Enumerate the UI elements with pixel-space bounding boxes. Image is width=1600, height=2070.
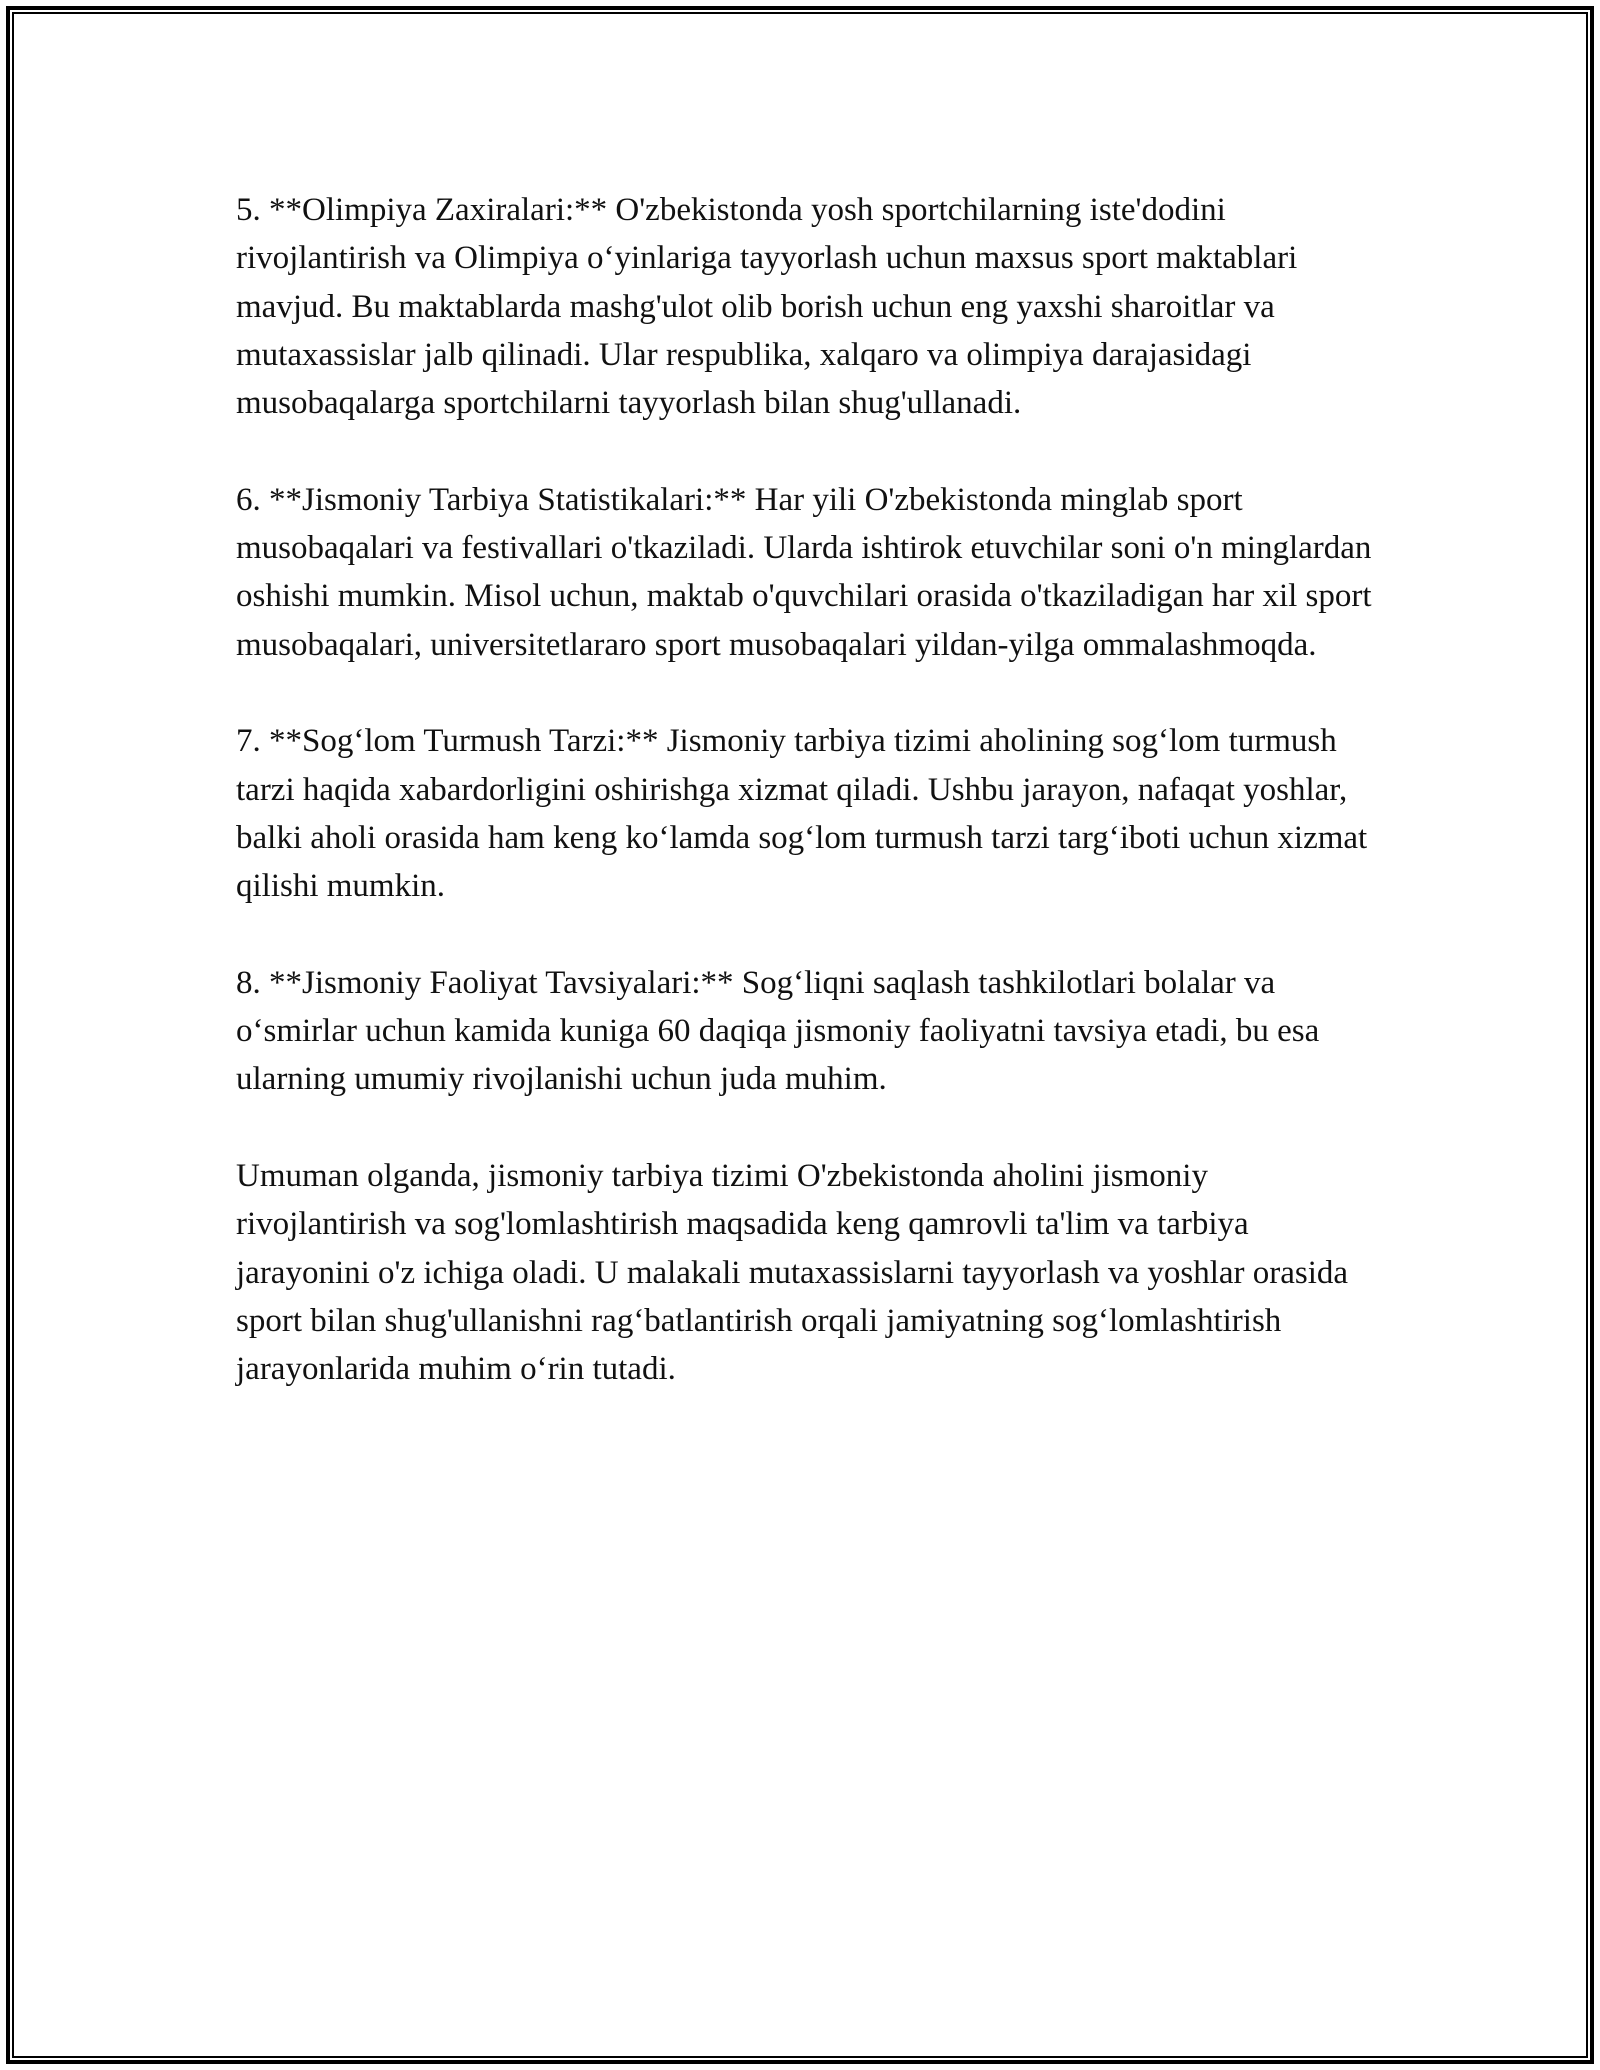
paragraph-conclusion: Umuman olganda, jismoniy tarbiya tizimi O'zbekistonda aholini jismoniy rivojlantirish va sog'lomlashtirish maqsadida keng qamrovli ta'lim va tarbiya jarayonini o'z ichiga oladi. U malakali mutaxassislarni tayyorlash va yoshlar orasida sport bilan shug'ullanishni rag‘batlantirish orqali jamiyatning sog‘lomlashtirish jarayonlarida muhim o‘rin tutadi. (236, 1157, 1349, 1388)
paragraph-jismoniy-tarbiya-statistikalari: 6. **Jismoniy Tarbiya Statistikalari:** Har yili O'zbekistonda minglab sport musobaqalari va festivallari o'tkaziladi. Ularda ishtirok etuvchilar soni o'n minglardan oshishi mumkin. Misol uchun, maktab o'quvchilari orasida o'tkaziladigan har xil sport musobaqalari, universitetlararo sport musobaqalari yildan-yilga ommalashmoqda. (236, 481, 1372, 663)
paragraph-jismoniy-faoliyat-tavsiyalari: 8. **Jismoniy Faoliyat Tavsiyalari:** Sog‘liqni saqlash tashkilotlari bolalar va o‘smirlar uchun kamida kuniga 60 daqiqa jismoniy faoliyatni tavsiya etadi, bu esa ularning umumiy rivojlanishi uchun juda muhim. (236, 964, 1320, 1098)
paragraph-olimpiya-zaxiralari: 5. **Olimpiya Zaxiralari:** O'zbekistonda yosh sportchilarning iste'dodini rivojlantirish va Olimpiya o‘yinlariga tayyorlash uchun maxsus sport maktablari mavjud. Bu maktablarda mashg'ulot olib borish uchun eng yaxshi sharoitlar va mutaxassislar jalb qilinadi. Ular respublika, xalqaro va olimpiya darajasidagi musobaqalarga sportchilarni tayyorlash bilan shug'ullanadi. (236, 192, 1298, 422)
document-body (236, 186, 1376, 1442)
paragraph-soglom-turmush-tarzi: 7. **Sog‘lom Turmush Tarzi:** Jismoniy tarbiya tizimi aholining sog‘lom turmush tarzi haqida xabardorligini oshirishga xizmat qiladi. Ushbu jarayon, nafaqat yoshlar, balki aholi orasida ham keng ko‘lamda sog‘lom turmush tarzi targ‘iboti uchun xizmat qilishi mumkin. (236, 723, 1368, 905)
